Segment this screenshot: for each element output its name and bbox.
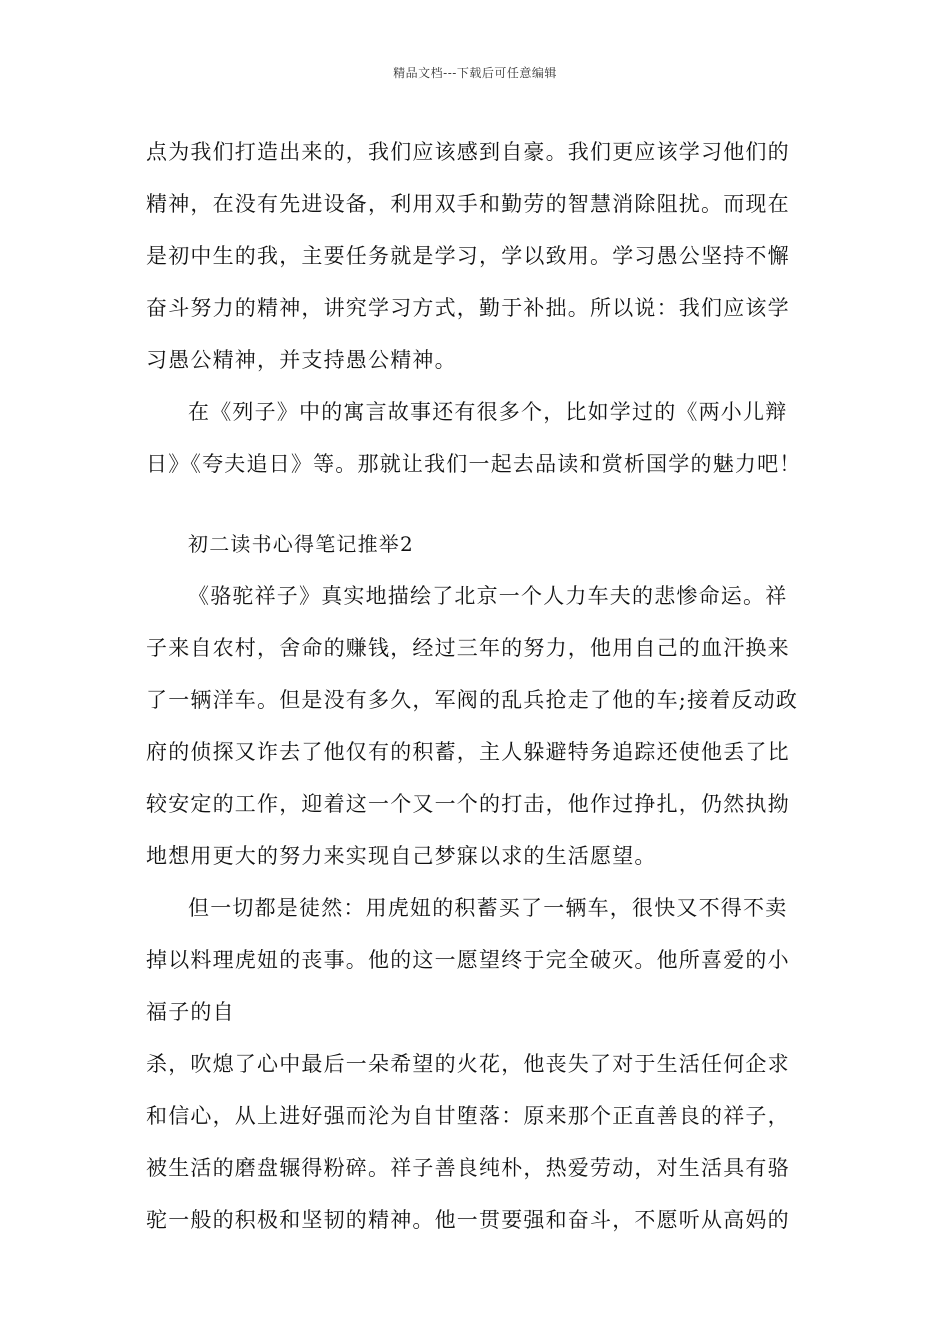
paragraph [146, 128, 810, 388]
text-line: 《骆驼祥子》真实地描绘了北京一个人力车夫的悲惨命运。祥 [188, 584, 788, 608]
text-line: 在《列子》中的寓言故事还有很多个，比如学过的《两小儿辩 [188, 400, 788, 424]
text-line: 福子的自 [146, 1000, 235, 1024]
paragraph [146, 1040, 810, 1248]
text-line: 驼一般的积极和坚韧的精神。他一贯要强和奋斗，不愿听从高妈的 [146, 1208, 790, 1232]
text-line: 精神，在没有先进设备，利用双手和勤劳的智慧消除阻扰。而现在 [146, 192, 790, 216]
text-line: 掉以料理虎妞的丧事。他的这一愿望终于完全破灭。他所喜爱的小 [146, 948, 790, 972]
paragraph [146, 388, 810, 492]
page-header: 精品文档---下载后可任意编辑 [393, 66, 557, 80]
text-line: 但一切都是徒然：用虎妞的积蓄买了一辆车，很快又不得不卖 [188, 896, 788, 920]
text-line: 被生活的磨盘辗得粉碎。祥子善良纯朴，热爱劳动，对生活具有骆 [146, 1156, 790, 1180]
paragraph-gap [146, 492, 810, 520]
text-line: 和信心，从上进好强而沦为自甘堕落：原来那个正直善良的祥子， [146, 1104, 790, 1128]
text-line: 习愚公精神，并支持愚公精神。 [146, 348, 457, 372]
text-line: 子来自农村，舍命的赚钱，经过三年的努力，他用自己的血汗换来 [146, 636, 790, 660]
text-line: 日》《夸夫追日》等。那就让我们一起去品读和赏析国学的魅力吧！ [146, 452, 802, 476]
text-line: 府的侦探又诈去了他仅有的积蓄，主人躲避特务追踪还使他丢了比 [146, 740, 790, 764]
text-line: 了一辆洋车。但是没有多久，军阀的乱兵抢走了他的车;接着反动政 [146, 688, 799, 712]
section-heading [146, 520, 810, 572]
paragraph [146, 572, 810, 884]
text-line: 地想用更大的努力来实现自己梦寐以求的生活愿望。 [146, 844, 657, 868]
document-body [146, 128, 810, 1248]
heading-text: 初二读书心得笔记推举2 [188, 532, 414, 556]
text-line: 点为我们打造出来的，我们应该感到自豪。我们更应该学习他们的 [146, 140, 790, 164]
text-line: 是初中生的我，主要任务就是学习，学以致用。学习愚公坚持不懈 [146, 244, 790, 268]
paragraph [146, 884, 810, 1040]
text-line: 奋斗努力的精神，讲究学习方式，勤于补拙。所以说：我们应该学 [146, 296, 790, 320]
text-line: 杀，吹熄了心中最后一朵希望的火花，他丧失了对于生活任何企求 [146, 1052, 790, 1076]
text-line: 较安定的工作，迎着这一个又一个的打击，他作过挣扎，仍然执拗 [146, 792, 790, 816]
